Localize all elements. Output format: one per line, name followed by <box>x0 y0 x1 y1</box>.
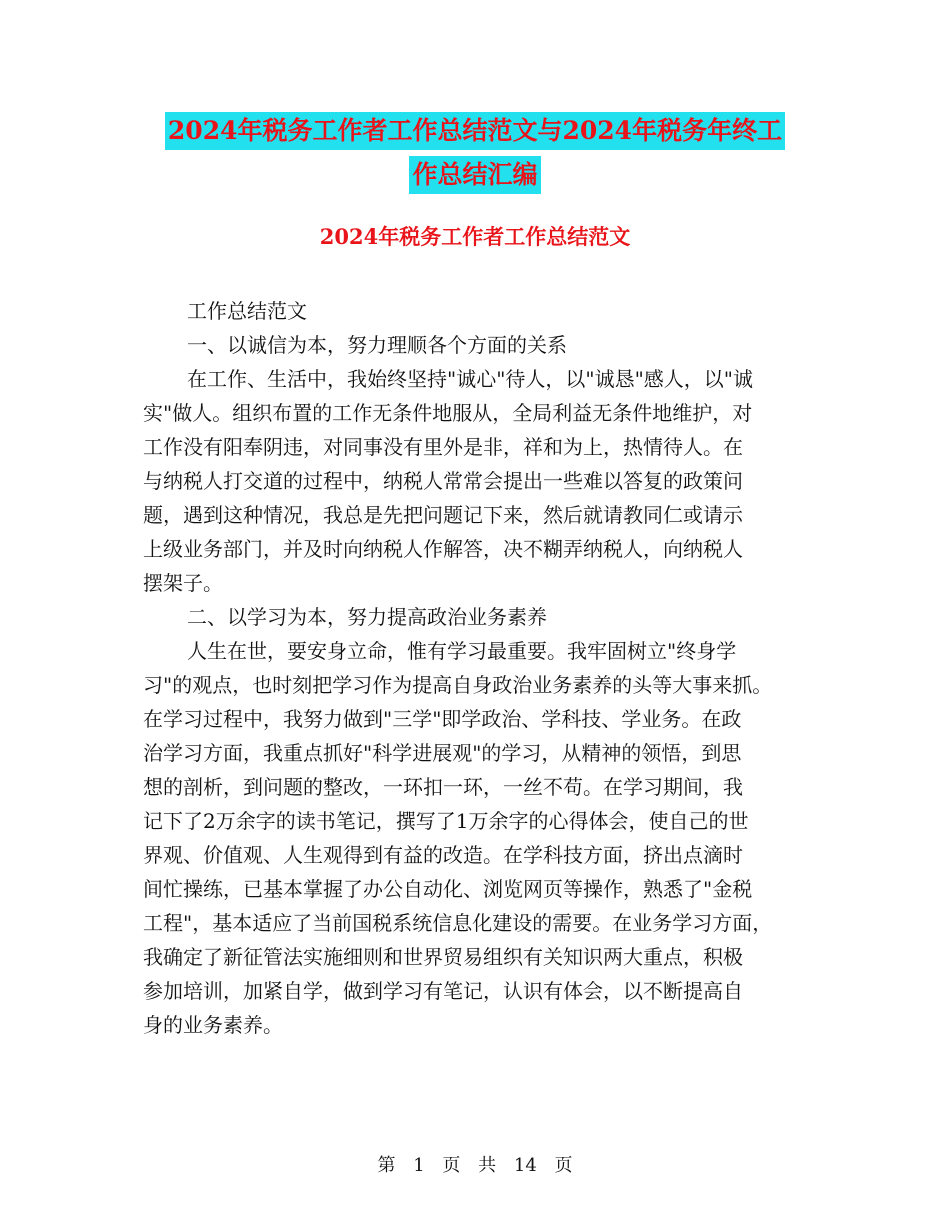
title-line-1: 2024年税务工作者工作总结范文与2024年税务年终工 <box>165 112 785 150</box>
footer-page-word: 页 <box>442 1155 461 1176</box>
document-body <box>143 294 815 1042</box>
text-line: 题，遇到这种情况，我总是先把问题记下来，然后就请教同仁或请示 <box>143 503 743 527</box>
text-line: 记下了2万余字的读书笔记，撰写了1万余字的心得体会，使自己的世 <box>143 809 749 833</box>
footer-suffix: 页 <box>554 1155 573 1176</box>
text-line: 界观、价值观、人生观得到有益的改造。在学科技方面，挤出点滴时 <box>143 843 743 867</box>
footer-prefix: 第 <box>377 1155 396 1176</box>
text-line: 习"的观点，也时刻把学习作为提高自身政治业务素养的头等大事来抓。 <box>143 673 773 697</box>
text-line: 我确定了新征管法实施细则和世界贸易组织有关知识两大重点，积极 <box>143 945 743 969</box>
title-line-2: 作总结汇编 <box>409 156 540 194</box>
text-line: 想的剖析，到问题的整改，一环扣一环，一丝不苟。在学习期间，我 <box>143 775 743 799</box>
section-1-heading: 一、以诚信为本，努力理顺各个方面的关系 <box>187 333 567 357</box>
text-line: 间忙操练，已基本掌握了办公自动化、浏览网页等操作，熟悉了"金税 <box>143 877 753 901</box>
text-line: 工程"，基本适应了当前国税系统信息化建设的需要。在业务学习方面， <box>143 911 773 935</box>
section-2-heading: 二、以学习为本，努力提高政治业务素养 <box>187 605 547 629</box>
total-pages-number: 14 <box>513 1155 537 1176</box>
text-line: 上级业务部门，并及时向纳税人作解答，决不糊弄纳税人，向纳税人 <box>143 537 743 561</box>
text-line: 身的业务素养。 <box>143 1013 283 1037</box>
text-line: 实"做人。组织布置的工作无条件地服从，全局利益无条件地维护，对 <box>143 401 753 425</box>
text-line: 参加培训，加紧自学，做到学习有笔记，认识有体会，以不断提高自 <box>143 979 743 1003</box>
text-line: 摆架子。 <box>143 571 223 595</box>
text-line: 治学习方面，我重点抓好"科学进展观"的学习，从精神的领悟，到思 <box>143 741 742 765</box>
text-line: 工作没有阳奉阴违，对同事没有里外是非，祥和为上，热情待人。在 <box>143 435 743 459</box>
text-line: 人生在世，要安身立命，惟有学习最重要。我牢固树立"终身学 <box>187 639 737 663</box>
section-1-paragraph <box>143 362 815 600</box>
text-line: 与纳税人打交道的过程中，纳税人常常会提出一些难以答复的政策问 <box>143 469 743 493</box>
text-line: 在学习过程中，我努力做到"三学"即学政治、学科技、学业务。在政 <box>143 707 742 731</box>
text-line: 在工作、生活中，我始终坚持"诚心"待人，以"诚恳"感人，以"诚 <box>187 367 753 391</box>
footer-total-word: 共 <box>478 1155 497 1176</box>
page-footer <box>0 1154 950 1178</box>
section-2-paragraph <box>143 634 815 1042</box>
plain-heading: 工作总结范文 <box>187 299 307 323</box>
current-page-number: 1 <box>413 1155 425 1176</box>
document-title <box>0 112 950 194</box>
section-title: 2024年税务工作者工作总结范文 <box>319 224 631 249</box>
